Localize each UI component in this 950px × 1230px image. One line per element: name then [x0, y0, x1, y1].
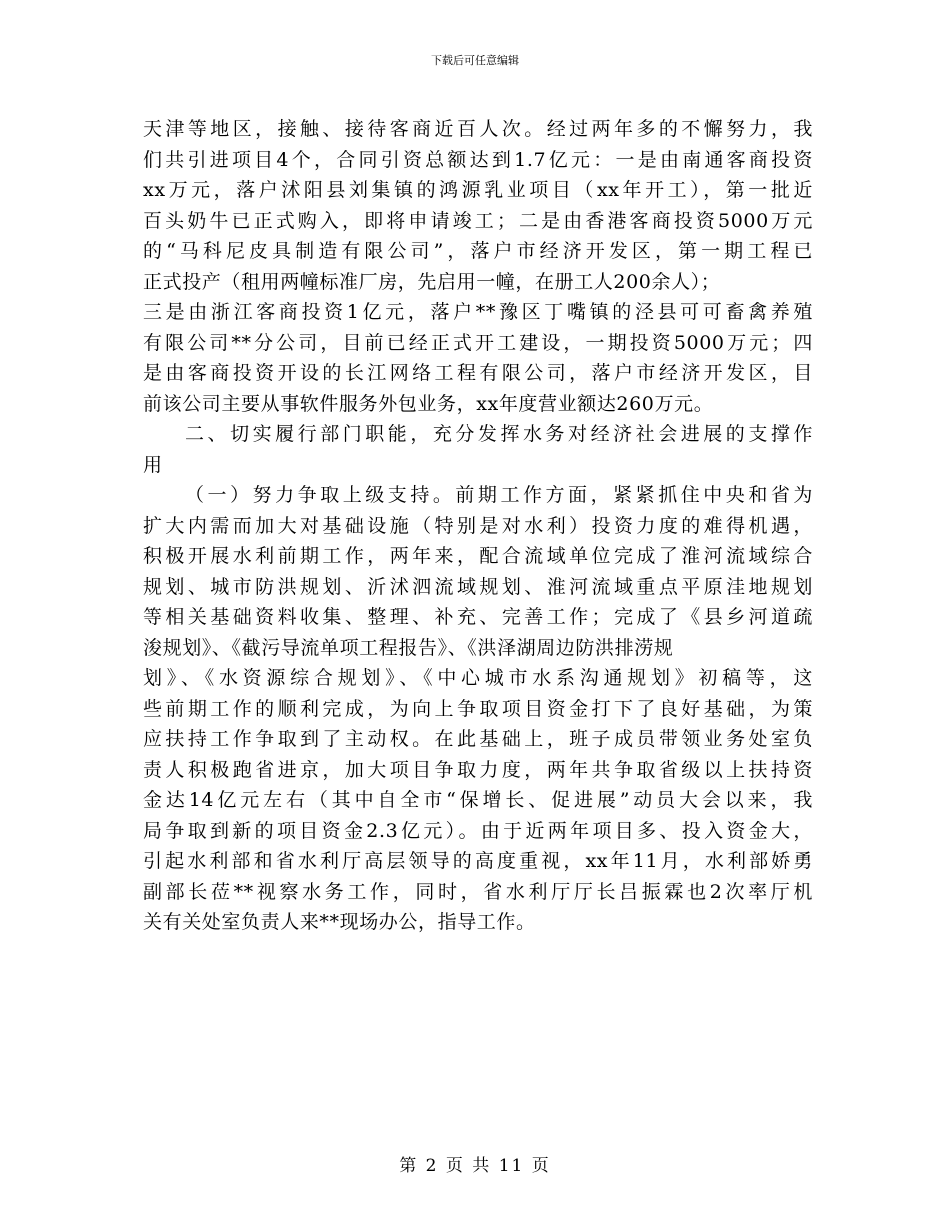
page-number-footer: 第 2 页 共 11 页	[399, 1156, 551, 1176]
text-line: xx万元，落户沭阳县刘集镇的鸿源乳业项目（xx年开工），第一批近	[143, 179, 813, 201]
section-heading-line: 二、切实履行部门职能，充分发挥水务对经济社会进展的支撑作	[185, 423, 813, 445]
text-line: 引起水利部和省水利厅高层领导的高度重视，xx年11月，水利部娇勇	[143, 850, 813, 872]
text-line: 等相关基础资料收集、整理、补充、完善工作；完成了《县乡河道疏	[143, 606, 813, 628]
text-line: 规划、城市防洪规划、沂沭泗流域规划、淮河流域重点平原洼地规划	[143, 575, 813, 598]
text-line: 责人积极跑省进京，加大项目争取力度，两年共争取省级以上扶持资	[143, 758, 813, 781]
text-line: 三是由浙江客商投资1亿元，落户**豫区丁嘴镇的泾县可可畜禽养殖	[143, 301, 813, 323]
text-line: 应扶持工作争取到了主动权。在此基础上，班子成员带领业务处室负	[143, 728, 813, 750]
text-line: 副部长莅**视察水务工作，同时，省水利厅厅长吕振霖也2次率厅机	[143, 880, 813, 903]
text-line: 有限公司**分公司，目前已经正式开工建设，一期投资5000万元；四	[143, 331, 813, 354]
text-line: 们共引进项目4个，合同引资总额达到1.7亿元：一是由南通客商投资	[143, 148, 813, 171]
text-line: 积极开展水利前期工作，两年来，配合流域单位完成了淮河流域综合	[143, 545, 813, 567]
text-line: 正式投产（租用两幢标准厂房，先启用一幢，在册工人200余人）；	[143, 270, 721, 293]
text-line: 局争取到新的项目资金2.3亿元）。由于近两年项目多、投入资金大，	[143, 819, 813, 842]
text-line: 天津等地区，接触、接待客商近百人次。经过两年多的不懈努力，我	[143, 118, 813, 140]
text-line: 是由客商投资开设的长江网络工程有限公司，落户市经济开发区，目	[143, 362, 813, 384]
page-header-note: 下载后可任意编辑	[431, 54, 519, 67]
text-line: 划》、《水资源综合规划》、《中心城市水系沟通规划》初稿等，这	[143, 667, 813, 689]
text-line: 关有关处室负责人来**现场办公，指导工作。	[143, 911, 536, 933]
text-line: （一）努力争取上级支持。前期工作方面，紧紧抓住中央和省为	[185, 484, 813, 506]
text-line: 的“马科尼皮具制造有限公司”，落户市经济开发区，第一期工程已	[143, 240, 813, 262]
text-line: 金达14亿元左右（其中自全市“保增长、促进展”动员大会以来，我	[143, 789, 813, 811]
text-line: 前该公司主要从事软件服务外包业务，xx年度营业额达260万元。	[143, 392, 714, 415]
text-line: 浚规划》、《截污导流单项工程报告》、《洪泽湖周边防洪排涝规	[143, 636, 674, 659]
text-line: 些前期工作的顺利完成，为向上争取项目资金打下了良好基础，为策	[143, 697, 813, 720]
text-line: 扩大内需而加大对基础设施（特别是对水利）投资力度的难得机遇，	[143, 514, 813, 537]
text-line: 百头奶牛已正式购入，即将申请竣工；二是由香港客商投资5000万元	[143, 209, 813, 232]
body-text	[143, 114, 813, 938]
section-heading-line: 用	[143, 453, 163, 476]
